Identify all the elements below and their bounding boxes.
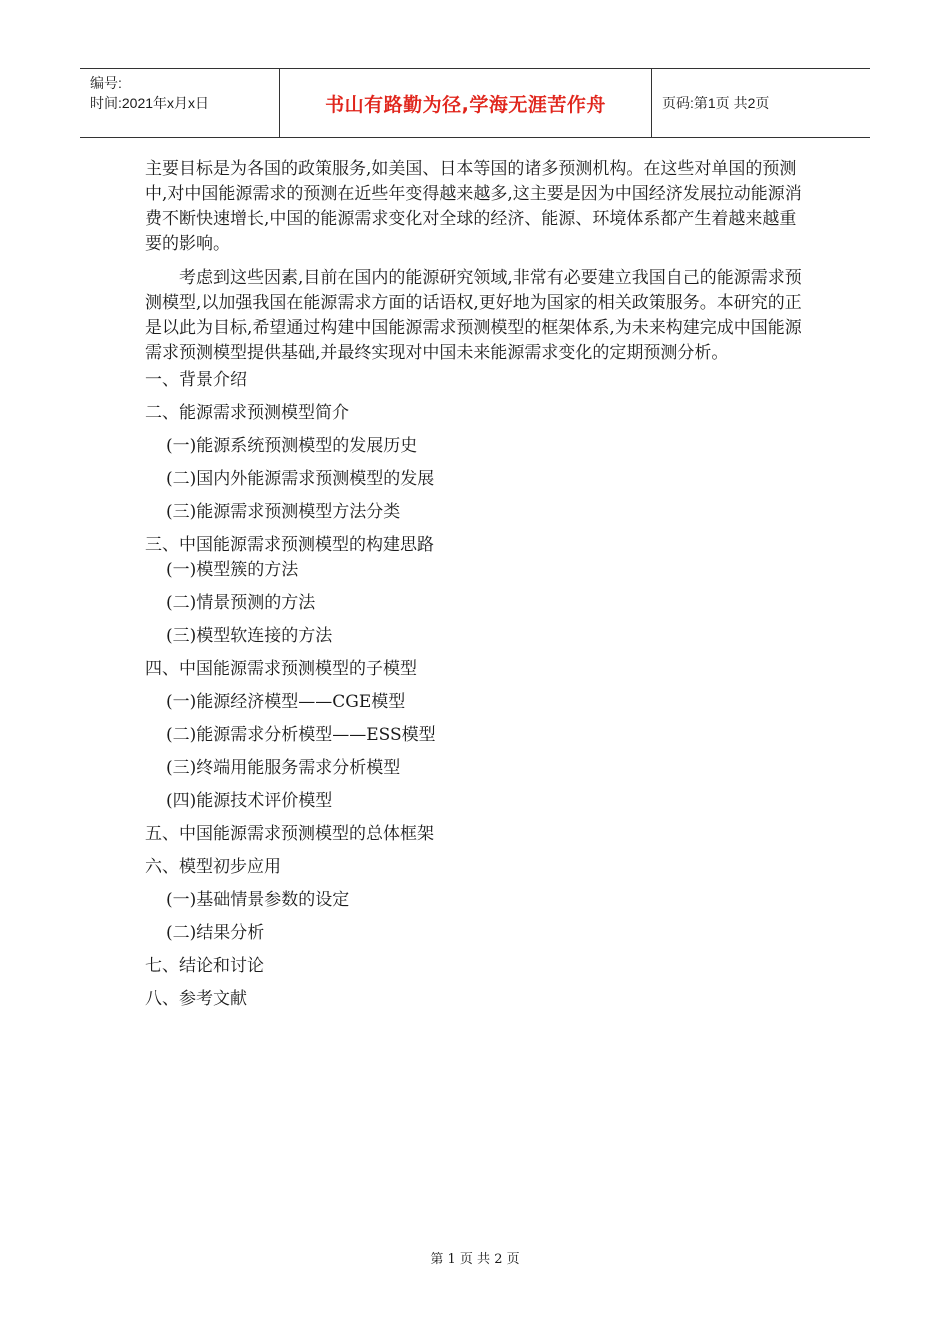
outline-subsection: (三)终端用能服务需求分析模型 xyxy=(166,758,401,778)
outline-section: 四、中国能源需求预测模型的子模型 xyxy=(145,659,417,679)
header-motto: 书山有路勤为径,学海无涯苦作舟 xyxy=(280,69,652,137)
header-page-label: 页码:第1页 共2页 xyxy=(662,95,770,111)
document-header xyxy=(80,68,870,138)
page-footer: 第 1 页 共 2 页 xyxy=(430,1252,520,1267)
number-label: 编号: xyxy=(90,75,122,91)
outline-section: 五、中国能源需求预测模型的总体框架 xyxy=(145,824,434,844)
outline-section: 三、中国能源需求预测模型的构建思路 xyxy=(145,535,434,555)
outline-subsection: (一)模型簇的方法 xyxy=(166,560,299,580)
outline-subsection: (四)能源技术评价模型 xyxy=(166,791,333,811)
body-paragraph: 考虑到这些因素,目前在国内的能源研究领域,非常有必要建立我国自己的能源需求预测模型,以加强我国在能源需求方面的话语权,更好地为国家的相关政策服务。本研究的正是以此为目标,希望通过构建中国能源需求预测模型的框架体系,为未来构建完成中国能源需求预测模型提供基础,并最终实现对中国未来能源需求变化的定期预测分析。 xyxy=(145,268,802,363)
outline-section: 七、结论和讨论 xyxy=(145,956,264,976)
body-paragraph: 主要目标是为各国的政策服务,如美国、日本等国的诸多预测机构。在这些对单国的预测中,对中国能源需求的预测在近些年变得越来越多,这主要是因为中国经济发展拉动能源消费不断快速增长,中国的能源需求变化对全球的经济、能源、环境体系都产生着越来越重要的影响。 xyxy=(145,159,802,254)
outline-subsection: (二)国内外能源需求预测模型的发展 xyxy=(166,469,435,489)
time-label: 时间:2021年x月x日 xyxy=(90,95,210,111)
outline-section: 二、能源需求预测模型简介 xyxy=(145,403,349,423)
outline-section: 八、参考文献 xyxy=(145,989,247,1009)
header-meta xyxy=(80,69,280,137)
document-body xyxy=(145,157,810,1020)
outline-list xyxy=(145,368,810,1012)
outline-subsection: (一)能源经济模型——CGE模型 xyxy=(166,692,406,712)
outline-subsection: (三)能源需求预测模型方法分类 xyxy=(166,502,401,522)
outline-subsection: (二)情景预测的方法 xyxy=(166,593,316,613)
outline-subsection: (二)能源需求分析模型——ESS模型 xyxy=(166,725,436,745)
outline-section: 六、模型初步应用 xyxy=(145,857,281,877)
outline-subsection: (一)基础情景参数的设定 xyxy=(166,890,350,910)
outline-subsection: (二)结果分析 xyxy=(166,923,265,943)
outline-subsection: (三)模型软连接的方法 xyxy=(166,626,333,646)
outline-subsection: (一)能源系统预测模型的发展历史 xyxy=(166,436,418,456)
outline-section: 一、背景介绍 xyxy=(145,370,247,390)
